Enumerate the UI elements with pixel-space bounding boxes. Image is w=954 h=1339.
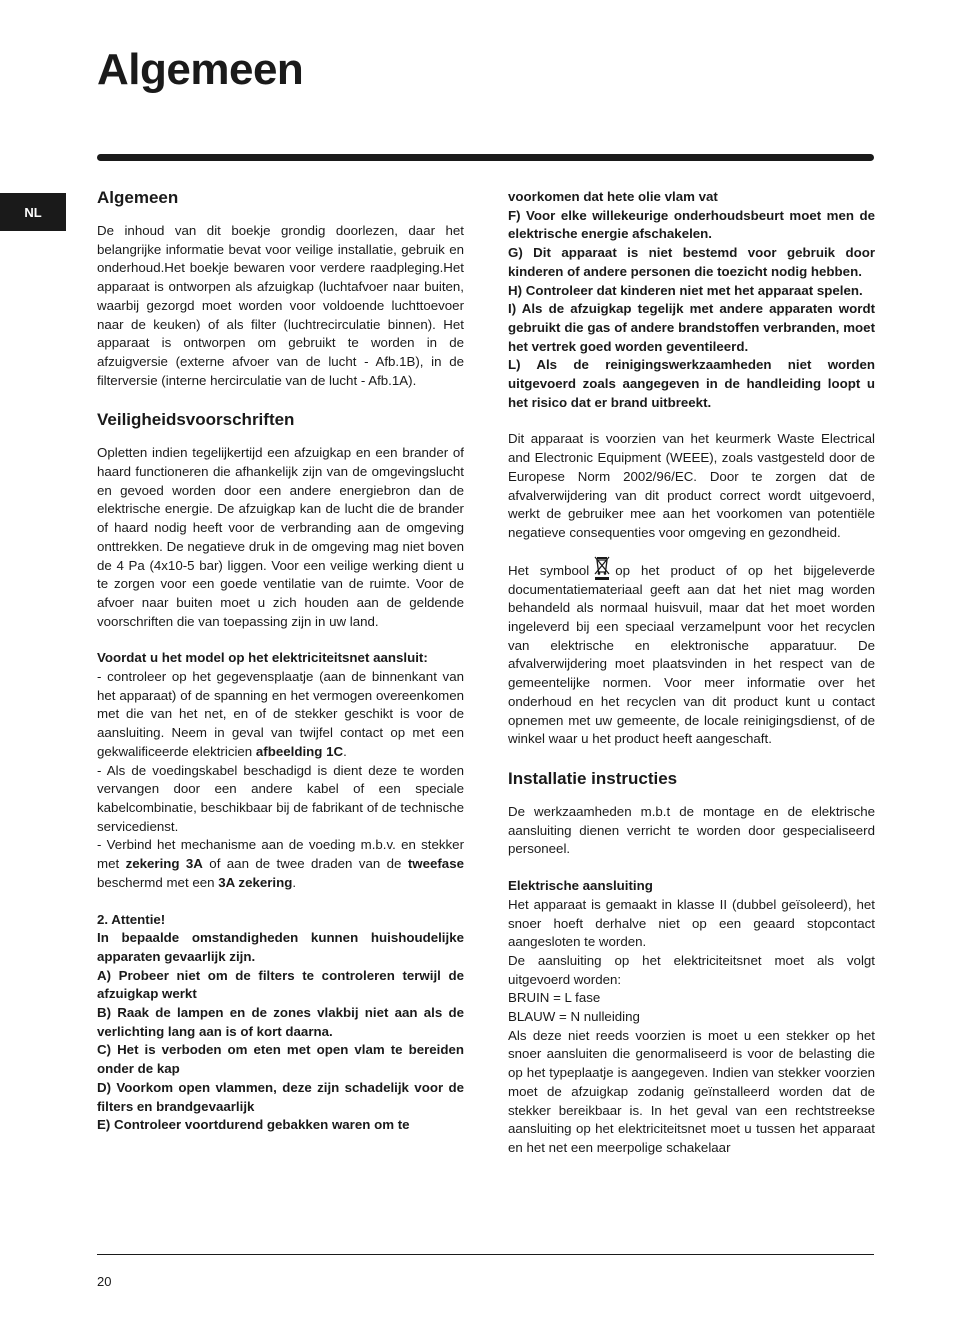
paragraph-weee: Dit apparaat is voorzien van het keurmerk Waste Electrical and Electronic Equipment (WEEE), zoals vastgesteld door de Europese Norm 2002/96/EC. Door te zorgen dat de afvalverwijdering van dit product correct wordt uitgevoerd, werkt de gebruiker mee aan het voorkomen van potentiële negatieve consequenties voor omgeving en gezondheid. [508, 431, 875, 540]
check-instruction: - controleer op het gegevensplaatje (aan de binnenkant van het apparaat) of de spanning en het vermogen overeenkomen met die van het net, en of de stekker geschikt is voor de aansluiting. Neem in geval van twijfel contact op met een gekwalificeerde elektricien afbeelding 1C. [97, 669, 464, 759]
heading-installation: Installatie instructies [508, 768, 678, 788]
cable-instruction: - Als de voedingskabel beschadigd is dient deze te worden vervangen door een andere kabel of een speciale kabelcombinatie, beschikbaar bij de fabrikant of de technische servicedienst. [97, 762, 464, 834]
connection-instruction: - Verbind het mechanisme aan de voeding m.b.v. en stekker met zekering 3A of aan de twee draden van de tweefase beschermd met een 3A zekering. [97, 837, 464, 890]
electrical-connection: De aansluiting op het elektriciteitsnet moet als volgt uitgevoerd worden: [508, 952, 875, 987]
wire-blue: BLAUW = N nulleiding [508, 1009, 640, 1025]
attention-heading: 2. Attentie! [97, 911, 166, 927]
safety-rule-h: H) Controleer dat kinderen niet met het apparaat spelen. [508, 282, 863, 298]
heading-general: Algemeen [97, 188, 179, 207]
paragraph-installation: De werkzaamheden m.b.t de montage en de elektrische aansluiting dienen verricht te worden door gespecialiseerd personeel. [508, 803, 875, 857]
safety-rule-d: D) Voorkom open vlammen, deze zijn schadelijk voor de filters en brandgevaarlijk [97, 1079, 464, 1114]
safety-rule-i: I) Als de afzuigkap tegelijk met andere apparaten wordt gebruikt die gas of andere brandstoffen verbranden, moet het vertrek goed worden geventileerd. [508, 301, 875, 354]
safety-rule-e-continued: voorkomen dat hete olie vlam vat [508, 189, 718, 204]
safety-rule-f: F) Voor elke willekeurige onderhoudsbeurt moet men de elektrische energie afschakelen. [508, 207, 875, 242]
paragraph-safety: Opletten indien tegelijkertijd een afzuigkap en een brander of haard functioneren die afhankelijk zijn van de omgevingslucht en gevoed worden door een andere energiebron dan de elektrische energie. De afzuigkap kan de lucht die de brander of haard nodig heeft voor de verbranding aan de omgeving onttrekken. De negatieve druk in de omgeving mag niet boven de 4 Pa (4x10-5 bar) liggen. Voor een veilige werking dient u te zorgen voor een goede ventilatie van de ruimte. Voor de afvoer naar buiten moet u zich houden aan de geldende voorschriften die van toepassing zijn in uw land. [97, 445, 464, 629]
wire-brown: BRUIN = L fase [508, 990, 601, 1006]
heading-safety: Veiligheidsvoorschriften [97, 410, 295, 430]
crossed-bin-icon [593, 555, 611, 581]
attention-intro: In bepaalde omstandigheden kunnen huishoudelijke apparaten gevaarlijk zijn. [97, 930, 464, 964]
electrical-class: Het apparaat is gemaakt in klasse II (dubbel geïsoleerd), het snoer hoeft derhalve niet op een geaard stopcontact aangesloten te worden. [508, 896, 875, 950]
page-number: 20 [97, 1274, 112, 1289]
electrical-plug: Als deze niet reeds voorzien is moet u een stekker op het snoer aansluiten die genormaliseerd is voor de belasting die op het typeplaatje is aangegeven. Indien van stekker voorzien moet de afzuigkap zodanig geïnstalleerd worden dat de stekker bereikbaar is. In het geval van een rechtstreekse aansluiting op het elektriciteitsnet moet u tussen het apparaat en het net een meerpolige schakelaar [508, 1027, 875, 1155]
safety-rule-e: E) Controleer voortdurend gebakken waren om te [97, 1117, 410, 1133]
language-tab: NL [0, 193, 66, 231]
left-column [97, 186, 464, 1135]
right-column [508, 188, 875, 1158]
electrical-heading: Elektrische aansluiting [508, 878, 653, 894]
safety-rule-b: B) Raak de lampen en de zones vlakbij niet aan als de verlichting lang aan is of kort daarna. [97, 1005, 464, 1039]
safety-rule-l: L) Als de reinigingswerkzaamheden niet worden uitgevoerd zoals aangegeven in de handleiding loopt u het risico dat er brand uitbreekt. [508, 357, 875, 410]
page-title: Algemeen [97, 45, 304, 94]
bottom-divider [97, 1254, 874, 1255]
safety-rule-a: A) Probeer niet om de filters te controleren terwijl de afzuigkap werkt [97, 967, 464, 1002]
paragraph-symbol: Het symbool op het product of op het bijgeleverde documentatiemateriaal geeft aan dat het niet mag worden behandeld als normaal huisvuil, maar dat het moet worden ingeleverd bij een speciaal verzamelpunt voor het recyclen van elektrische en elektronische apparatuur. De afvalverwijdering moet plaatsvinden in het respect van de gemeentelijke normen. Voor meer informatie over het onderhoud en het recyclen van dit product kunt u contact opnemen met uw gemeente, de locale reinigingsdienst, of de winkel waar u het product heeft aangeschaft. [508, 555, 875, 749]
safety-rule-c: C) Het is verboden om eten met open vlam te bereiden onder de kap [97, 1042, 464, 1077]
safety-rule-g: G) Dit apparaat is niet bestemd voor gebruik door kinderen of andere personen die toezicht nodig hebben. [508, 245, 875, 279]
paragraph-general: De inhoud van dit boekje grondig doorlezen, daar het belangrijke informatie bevat voor veilige installatie, gebruik en onderhoud.Het boekje bewaren voor verdere raadpleging.Het apparaat is ontworpen als afzuigkap (luchtafvoer naar buiten, waarbij gezorgd moet worden voor voldoende luchttoevoer naar de keuken) of als filter (luchtrecirculatie binnen). Het apparaat is ontworpen om gebruikt te worden in de afzuigversie (externe afvoer van de lucht - Afb.1B), in de filterversie (interne hercirculatie van de lucht - Afb.1A). [97, 223, 464, 388]
top-divider [97, 154, 874, 161]
connect-heading: Voordat u het model op het elektriciteitsnet aansluit: [97, 650, 428, 666]
